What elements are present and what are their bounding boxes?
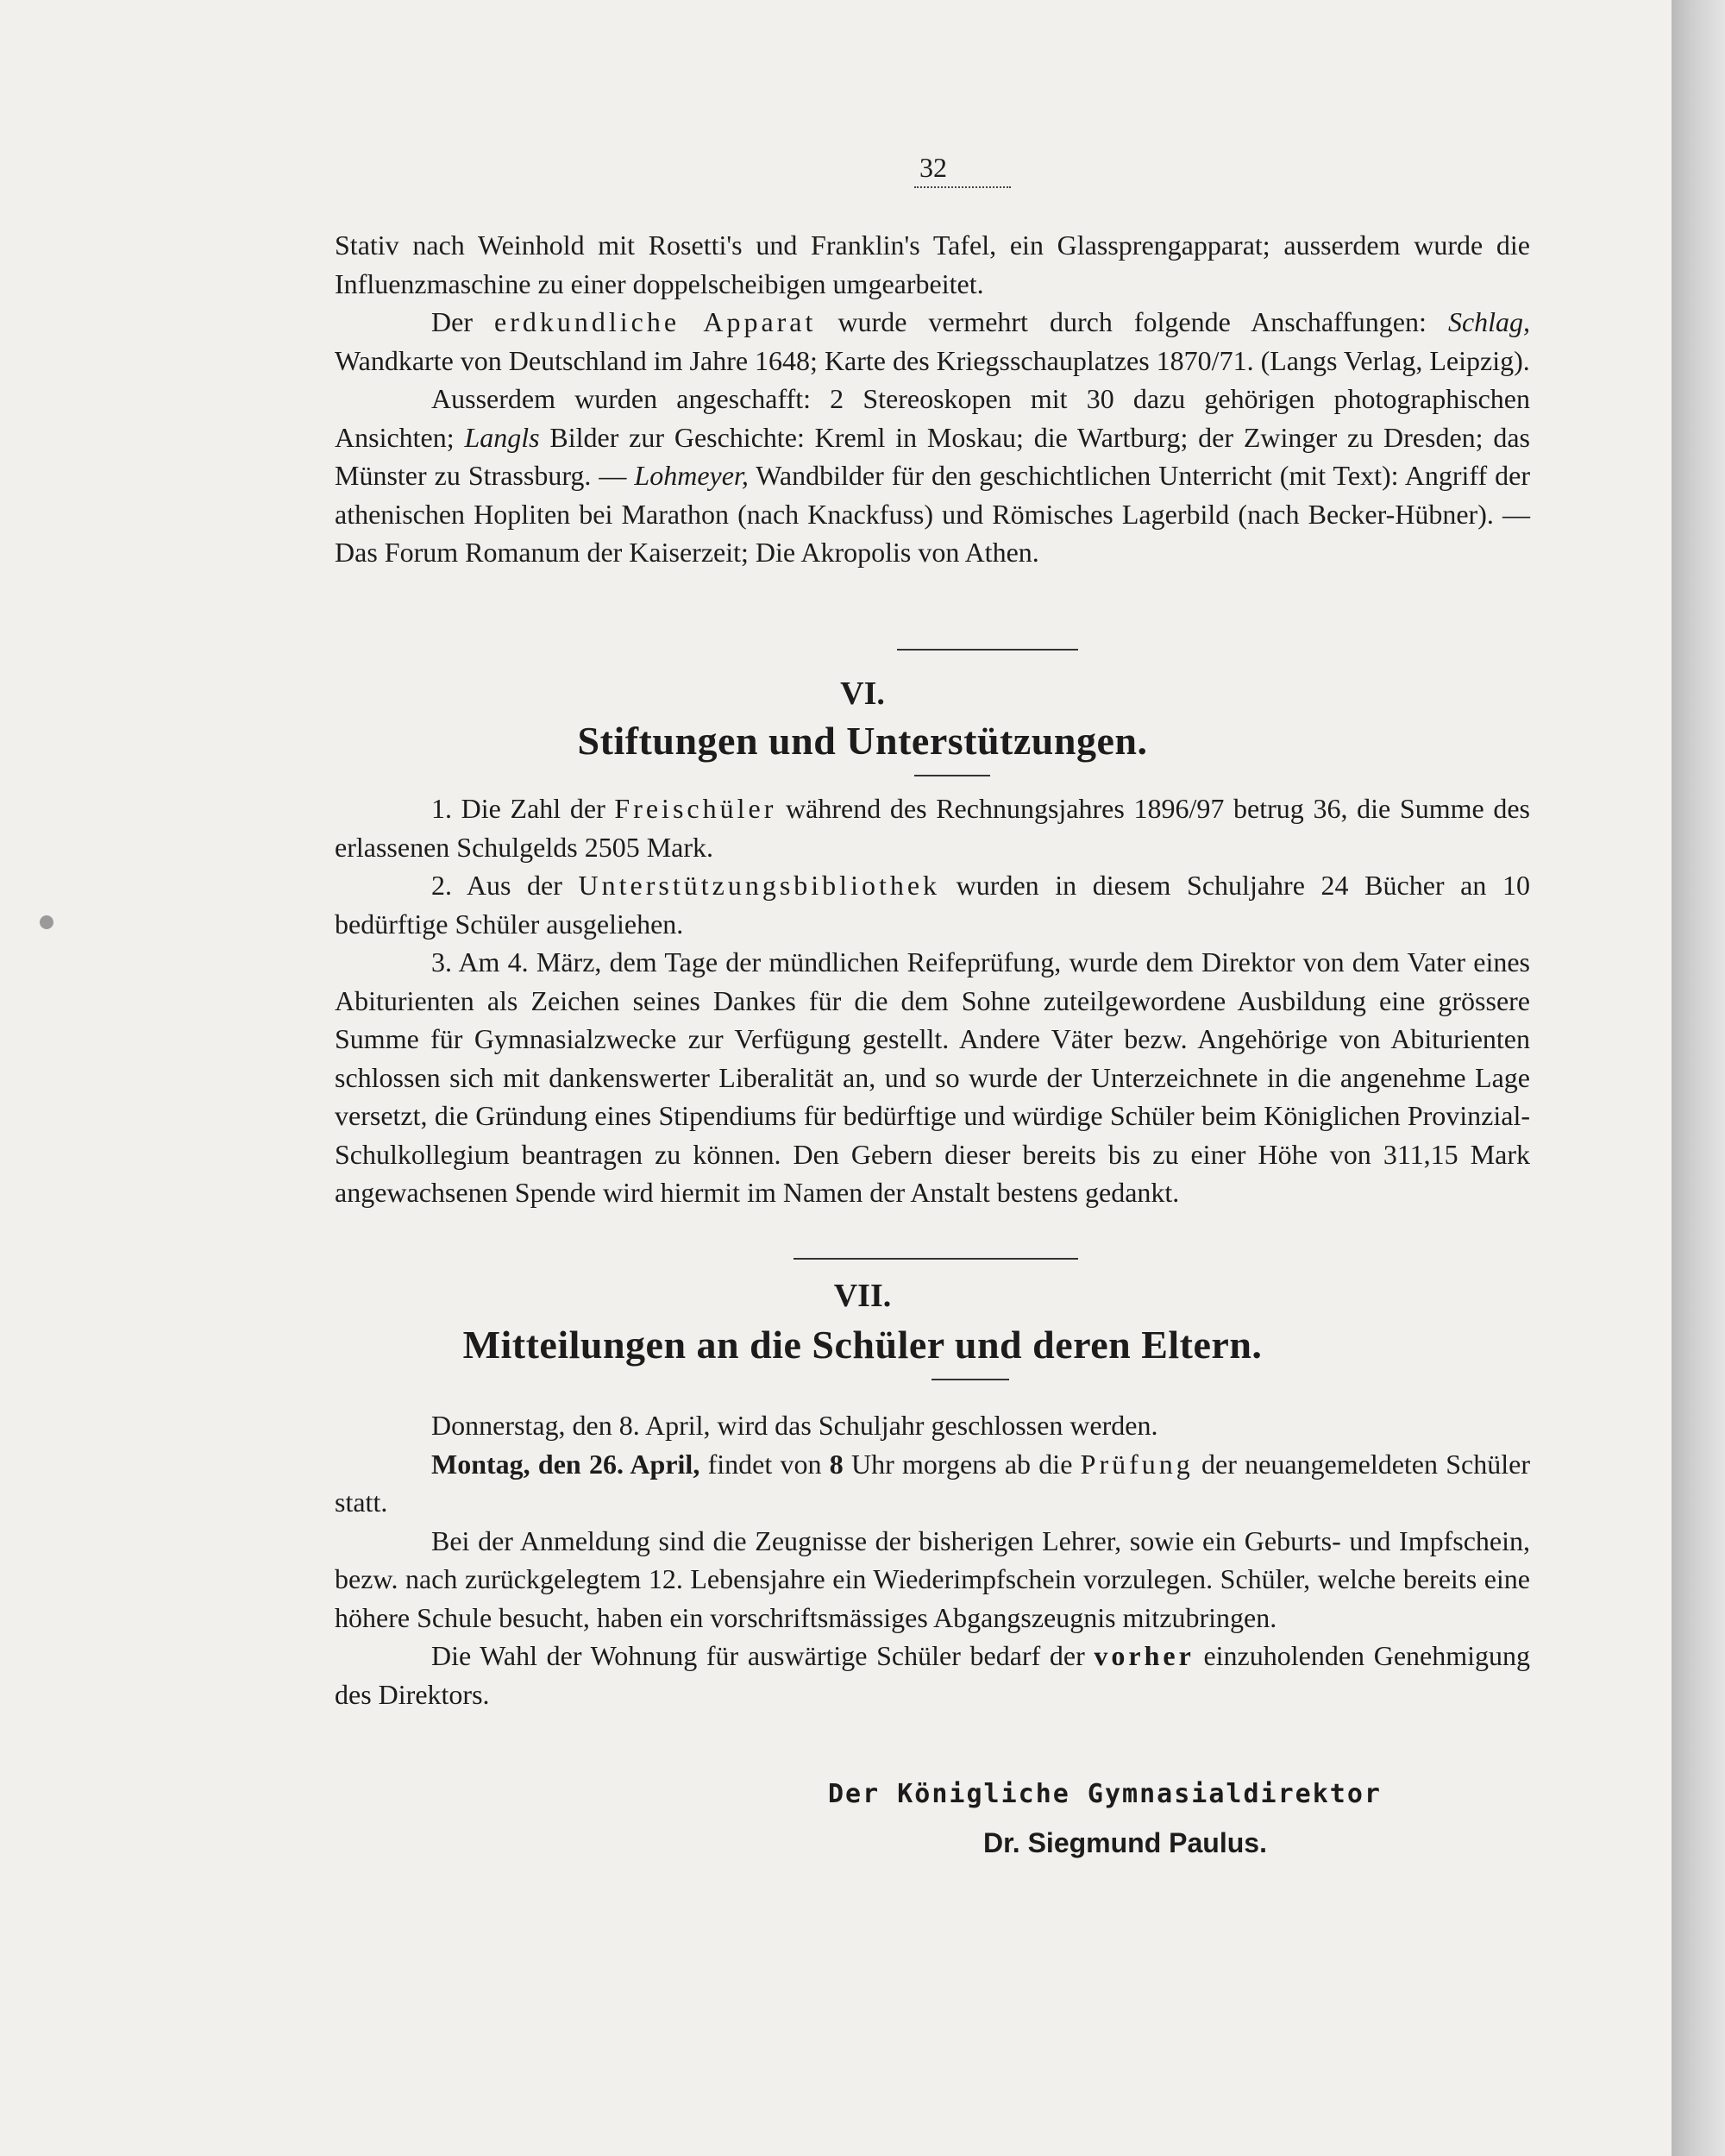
scan-edge — [1672, 0, 1725, 2156]
intro-paragraph: Stativ nach Weinhold mit Rosetti's und Franklin's Tafel, ein Glassprengapparat; ausserdem wurde die Influenzmaschine zu einer doppelscheibigen umgearbeitet. — [335, 229, 1530, 299]
section6-item3: 3. Am 4. März, dem Tage der mündlichen Reifeprüfung, wurde dem Direktor von dem Vater eines Abiturienten als Zeichen seines Dankes für die dem Sohne zuteilgewordene Ausbildung eine grössere Summe für Gymnasialzwecke zur Verfügung gestellt. Andere Väter bezw. Angehörige von Abiturienten schlossen sich mit dankenswerter Liberalität an, und so wurde der Unterzeichnete in die angenehme Lage versetzt, die Gründung eines Stipendiums für bedürftige und würdige Schüler beim Königlichen Provinzial-Schulkollegium beantragen zu können. Den Gebern dieser bereits bis zu einer Höhe von 311,15 Mark angewachsenen Spende wird hiermit im Namen der Anstalt bestens gedankt. — [335, 946, 1530, 1208]
section7-p3: Bei der Anmeldung sind die Zeugnisse der bisherigen Lehrer, sowie ein Geburts- und Impfschein, bezw. nach zurückgelegtem 12. Lebensjahre ein Wiederimpfschein vorzulegen. Schüler, welche bereits eine höhere Schule besucht, haben ein vorschriftsmässiges Abgangszeugnis mitzubringen. — [335, 1524, 1530, 1633]
p2-mid2: Uhr morgens ab die — [843, 1448, 1081, 1480]
ausserdem-langls: Langls — [464, 421, 540, 453]
section6-number: VI. — [840, 676, 885, 712]
page-number-ornament — [914, 186, 1011, 188]
p2-spaced: Prüfung — [1080, 1448, 1194, 1480]
section7-top-rule — [794, 1258, 1078, 1260]
page-number: 32 — [919, 152, 947, 183]
section7-title-rule — [932, 1379, 1009, 1380]
ausserdem-part1: Ausserdem wurden angeschafft: 2 Stereoskopen mit 30 dazu gehörigen photographischen Ansichten; — [335, 383, 1530, 453]
intro-block — [335, 226, 1530, 572]
section7-number: VII. — [833, 1278, 892, 1314]
signature-name: Dr. Siegmund Paulus. — [983, 1827, 1267, 1858]
section6-body — [335, 789, 1530, 1212]
section7-body — [335, 1406, 1530, 1713]
section6-title-rule — [914, 775, 990, 776]
section6-item1 — [335, 789, 1530, 866]
apparat-paragraph — [335, 303, 1530, 380]
apparat-spaced: erdkundliche Apparat — [494, 306, 817, 337]
section7-p4 — [335, 1637, 1530, 1713]
item1-spaced: Freischüler — [614, 793, 777, 824]
section7-p2 — [335, 1445, 1530, 1522]
item2-num: 2. Aus der — [431, 870, 579, 901]
section6-top-rule — [897, 649, 1078, 651]
p2-bold: Montag, den 26. April, — [431, 1448, 700, 1480]
ausserdem-part2: Bilder zur Geschichte: Kreml in Moskau; die Wartburg; der Zwinger zu Dresden; das Münster zu Strassburg. — — [335, 421, 1531, 491]
p2-bold2: 8 — [829, 1448, 844, 1480]
signature-title: Der Königliche Gymnasialdirektor — [828, 1779, 1382, 1809]
p2-mid: findet von — [699, 1448, 830, 1480]
ausserdem-part3: Wandbilder für den geschichtlichen Unterricht (mit Text): Angriff der athenischen Hopliten bei Marathon (nach Knackfuss) und Römisches Lagerbild (nach Becker-Hübner). — Das Forum Romanum der Kaiserzeit; Die Akropolis von Athen. — [335, 460, 1531, 568]
apparat-rest: wurde vermehrt durch folgende Anschaffungen: — [816, 306, 1448, 337]
apparat-rest2: Wandkarte von Deutschland im Jahre 1648; Karte des Kriegsschauplatzes 1870/71. (Langs Verlag, Leipzig). — [335, 344, 1530, 376]
item1-num: 1. Die Zahl der — [431, 793, 615, 824]
item2-spaced: Unterstützungsbibliothek — [578, 870, 941, 901]
ausserdem-lohmeyer: Lohmeyer, — [634, 460, 749, 491]
item2-rest: wurden in diesem Schuljahre 24 Bücher an 10 bedürftige Schüler ausgeliehen. — [335, 870, 1530, 940]
section7-p1: Donnerstag, den 8. April, wird das Schuljahr geschlossen werden. — [431, 1410, 1158, 1441]
apparat-prefix: Der — [431, 306, 495, 337]
apparat-schlag: Schlag, — [1447, 306, 1531, 337]
ink-speck — [40, 915, 53, 929]
section6-item2 — [335, 866, 1530, 943]
p4-start: Die Wahl der Wohnung für auswärtige Schüler bedarf der — [431, 1640, 1095, 1671]
p2-rest: der neuangemeldeten Schüler statt. — [335, 1448, 1531, 1518]
p4-bold: vorher — [1094, 1640, 1195, 1671]
p4-rest: einzuholenden Genehmigung des Direktors. — [335, 1640, 1531, 1710]
ausserdem-paragraph — [335, 380, 1530, 572]
section6-title: Stiftungen und Unterstützungen. — [577, 719, 1148, 763]
section7-title: Mitteilungen an die Schüler und deren Eltern. — [462, 1323, 1263, 1367]
item1-rest: während des Rechnungsjahres 1896/97 betrug 36, die Summe des erlassenen Schulgelds 2505 Mark. — [335, 793, 1530, 863]
